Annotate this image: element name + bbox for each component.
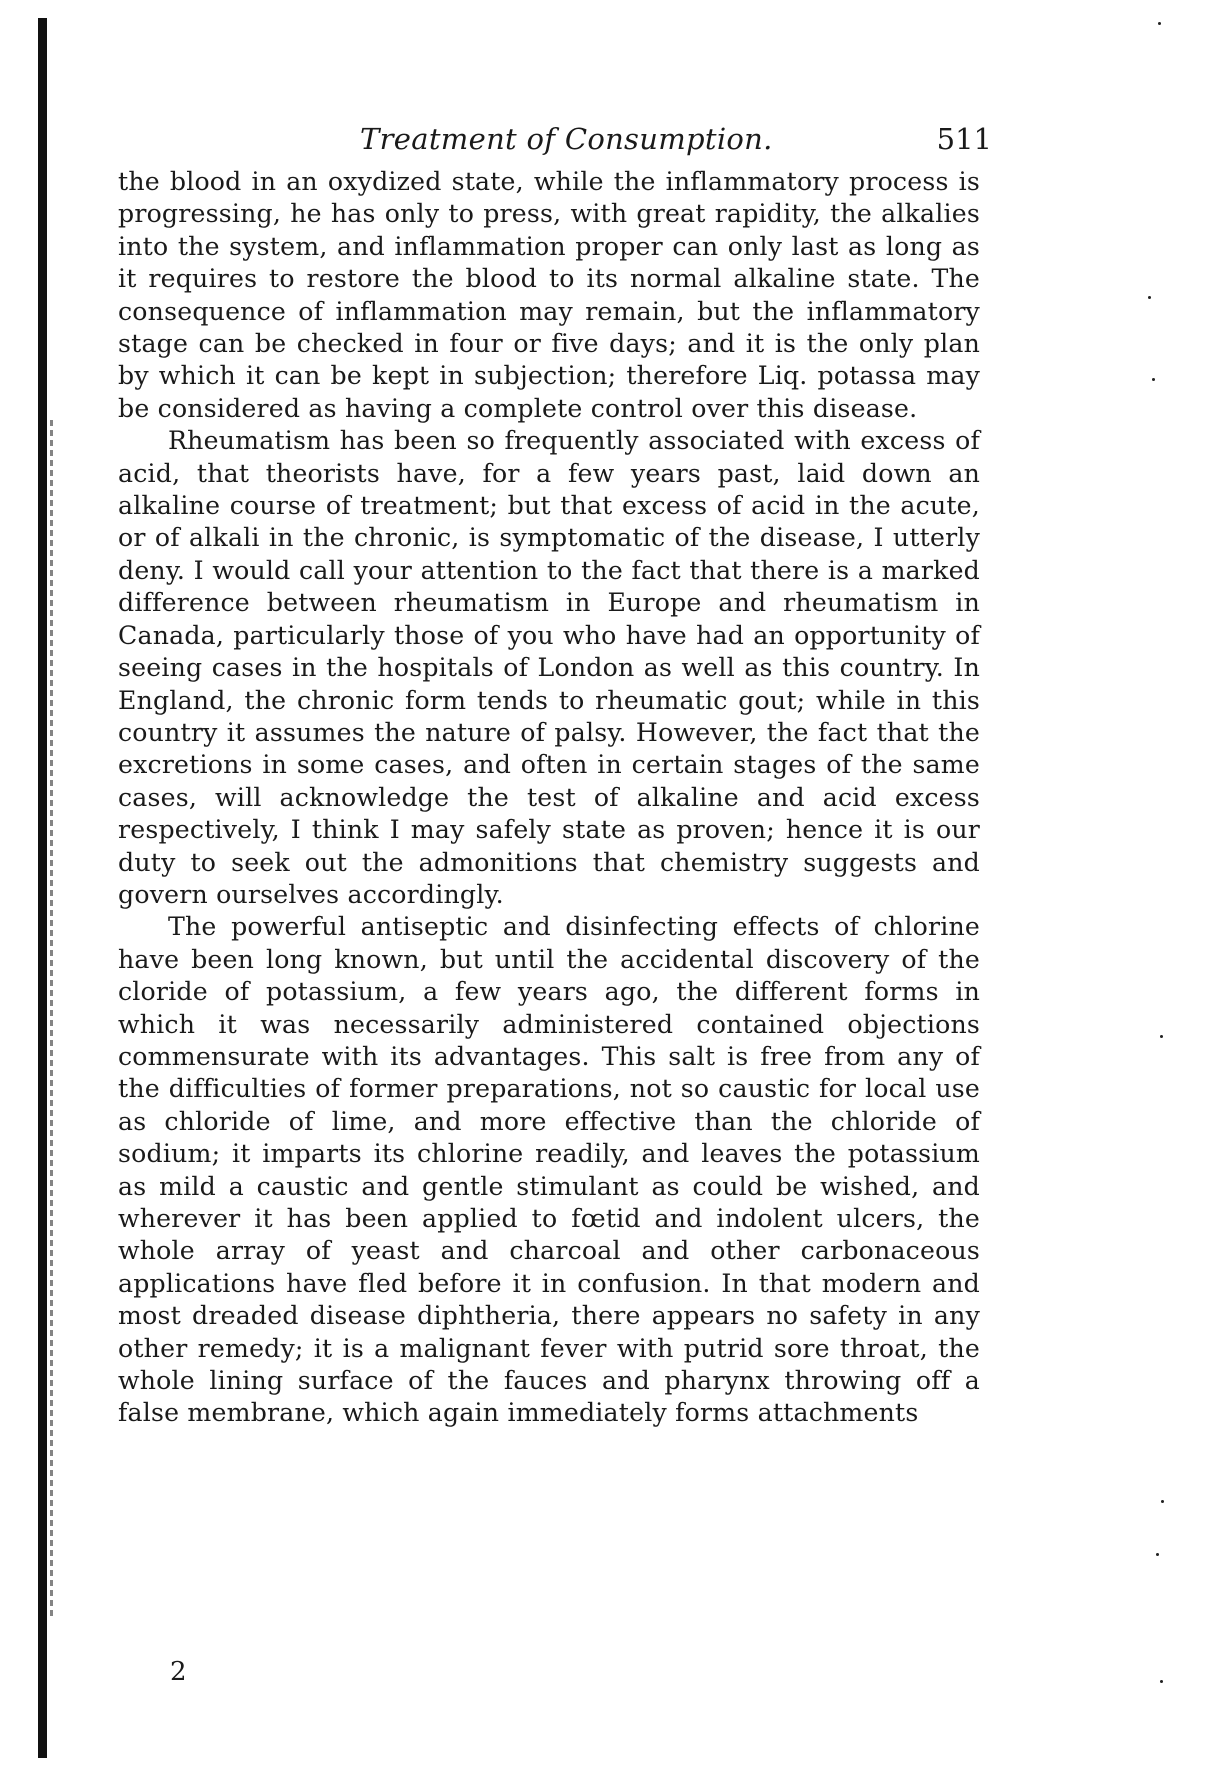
margin-speck (1158, 22, 1161, 25)
running-head (112, 122, 992, 166)
running-title: Treatment of Consumption. (360, 122, 773, 156)
margin-speck (1152, 378, 1155, 381)
book-page (118, 122, 992, 1430)
paragraph: the blood in an oxydized state, while the inflammatory process is progressing, he has only to press, with great rapidity, the alkalies into the system, and inflammation proper can only last as long as it requires to restore the blood to its normal alkaline state. The consequence of inflammation may remain, but the inflammatory stage can be checked in four or five days; and it is the only plan by which it can be kept in subjection; therefore Liq. potassa may be considered as having a complete control over this disease. (118, 167, 980, 423)
signature-mark: 2 (170, 1657, 187, 1687)
margin-speck (1161, 1500, 1164, 1503)
page-number: 511 (936, 122, 992, 156)
margin-speck (1160, 1680, 1163, 1683)
binding-edge (38, 18, 47, 1758)
paragraph: The powerful antiseptic and disinfecting effects of chlorine have been long known, but until the accidental discovery of the cloride of potassium, a few years ago, the different forms in which it was necessarily administered contained objections commensurate with its advantages. This salt is free from any of the difficulties of former preparations, not so caustic for local use as chloride of lime, and more effective than the chloride of sodium; it imparts its chlorine readily, and leaves the potassium as mild a caustic and gentle stimulant as could be wished, and wherever it has been applied to fœtid and indolent ulcers, the whole array of yeast and charcoal and other carbonaceous applications have fled before it in confusion. In that modern and most dreaded disease diphtheria, there appears no safety in any other remedy; it is a malignant fever with putrid sore throat, the whole lining surface of the fauces and pharynx throwing off a false membrane, which again immediately forms attachments (118, 912, 980, 1428)
binding-shadow (50, 420, 53, 1620)
margin-speck (1156, 1553, 1159, 1556)
margin-speck (1160, 1035, 1163, 1038)
paragraph: Rheumatism has been so frequently associated with excess of acid, that theorists have, for a few years past, laid down an alkaline course of treatment; but that excess of acid in the acute, or of alkali in the chronic, is symptomatic of the disease, I utterly deny. I would call your attention to the fact that there is a marked difference between rheumatism in Europe and rheumatism in Canada, particularly those of you who have had an opportunity of seeing cases in the hospitals of London as well as this country. In England, the chronic form tends to rheumatic gout; while in this country it assumes the nature of palsy. However, the fact that the excretions in some cases, and often in certain stages of the same cases, will acknowledge the test of alkaline and acid excess respectively, I think I may safely state as proven; hence it is our duty to seek out the admonitions that chemistry suggests and govern ourselves accordingly. (118, 426, 980, 909)
margin-speck (1148, 296, 1151, 299)
body-text (118, 166, 980, 1430)
